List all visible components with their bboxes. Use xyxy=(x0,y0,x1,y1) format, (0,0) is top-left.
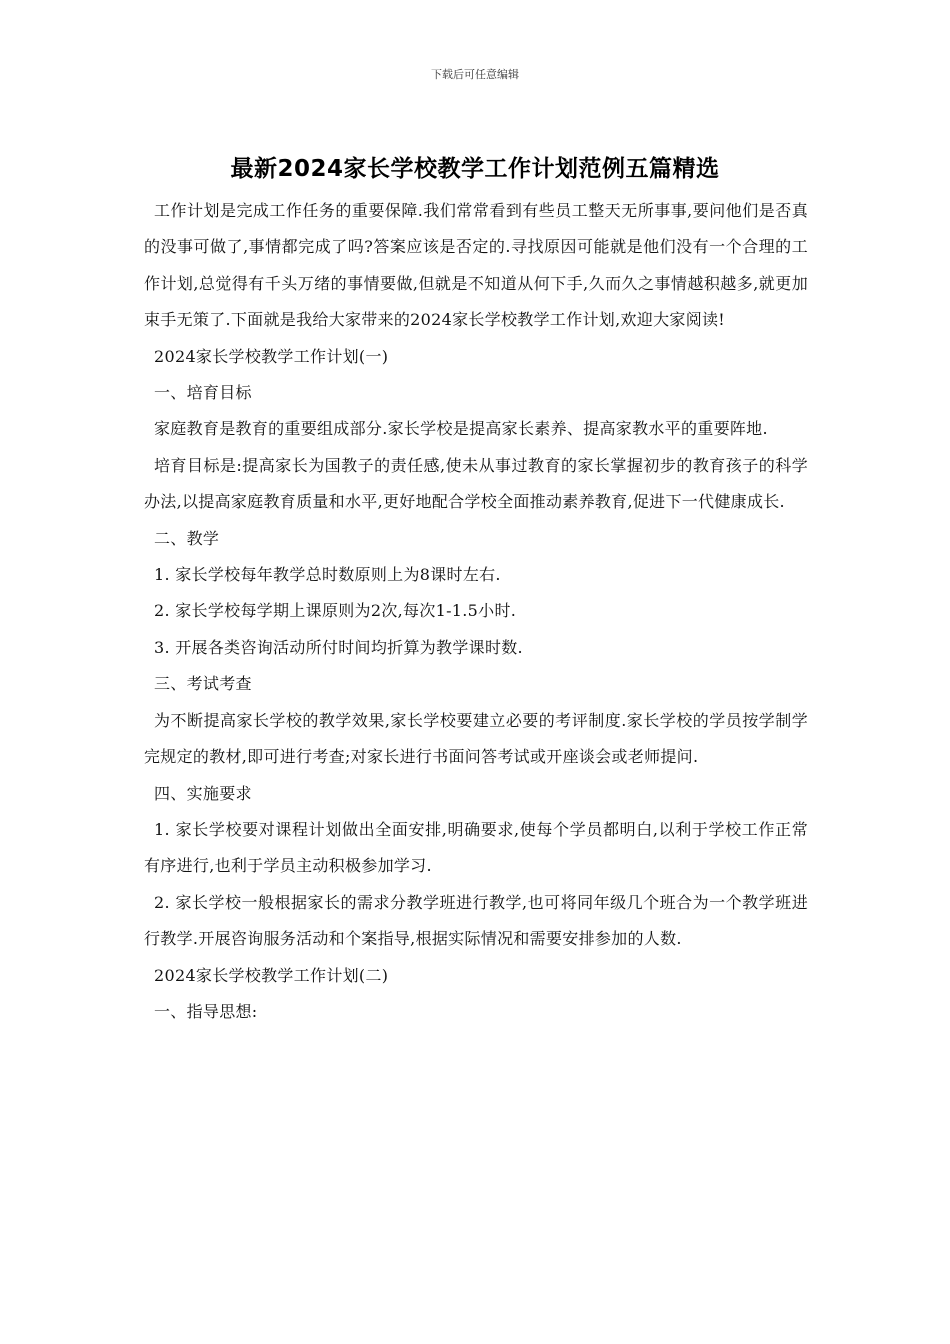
list-item: 2. 家长学校每学期上课原则为2次,每次1-1.5小时. xyxy=(154,601,517,621)
subsection-heading: 四、实施要求 xyxy=(154,783,252,803)
intro-paragraph: 工作计划是完成工作任务的重要保障.我们常常看到有些员工整天无所事事,要问他们是否真的没事可做了,事情都完成了吗?答案应该是否定的.寻找原因可能就是他们没有一个合理的工作计划,总觉得有千头万绪的事情要做,但就是不知道从何下手,久而久之事情越积越多,就更加束手无策了.下面就是我给大家带来的2024家长学校教学工作计划,欢迎大家阅读! xyxy=(144,201,808,330)
document-title: 最新2024家长学校教学工作计划范例五篇精选 xyxy=(230,156,720,182)
body-paragraph: 家庭教育是教育的重要组成部分.家长学校是提高家长素养、提高家教水平的重要阵地. xyxy=(154,419,768,439)
subsection-heading: 二、教学 xyxy=(154,528,220,548)
body-paragraph: 培育目标是:提高家长为国教子的责任感,使未从事过教育的家长掌握初步的教育孩子的科学办法,以提高家庭教育质量和水平,更好地配合学校全面推动素养教育,促进下一代健康成长. xyxy=(144,455,808,512)
subsection-heading: 三、考试考查 xyxy=(154,674,252,694)
subsection-heading: 一、培育目标 xyxy=(154,383,252,403)
body-paragraph: 为不断提高家长学校的教学效果,家长学校要建立必要的考评制度.家长学校的学员按学制学完规定的教材,即可进行考查;对家长进行书面问答考试或开座谈会或老师提问. xyxy=(144,710,808,767)
section-heading: 2024家长学校教学工作计划(二) xyxy=(154,965,389,985)
document-body xyxy=(144,193,808,1030)
list-item: 2. 家长学校一般根据家长的需求分教学班进行教学,也可将同年级几个班合为一个教学班进行教学.开展咨询服务活动和个案指导,根据实际情况和需要安排参加的人数. xyxy=(144,892,808,949)
header-note: 下载后可任意编辑 xyxy=(431,68,519,81)
list-item: 3. 开展各类咨询活动所付时间均折算为教学课时数. xyxy=(154,637,523,657)
list-item: 1. 家长学校要对课程计划做出全面安排,明确要求,使每个学员都明白,以利于学校工作正常有序进行,也利于学员主动积极参加学习. xyxy=(144,819,808,876)
section-heading: 2024家长学校教学工作计划(一) xyxy=(154,346,389,366)
subsection-heading: 一、指导思想: xyxy=(154,1001,258,1021)
list-item: 1. 家长学校每年教学总时数原则上为8课时左右. xyxy=(154,565,501,585)
